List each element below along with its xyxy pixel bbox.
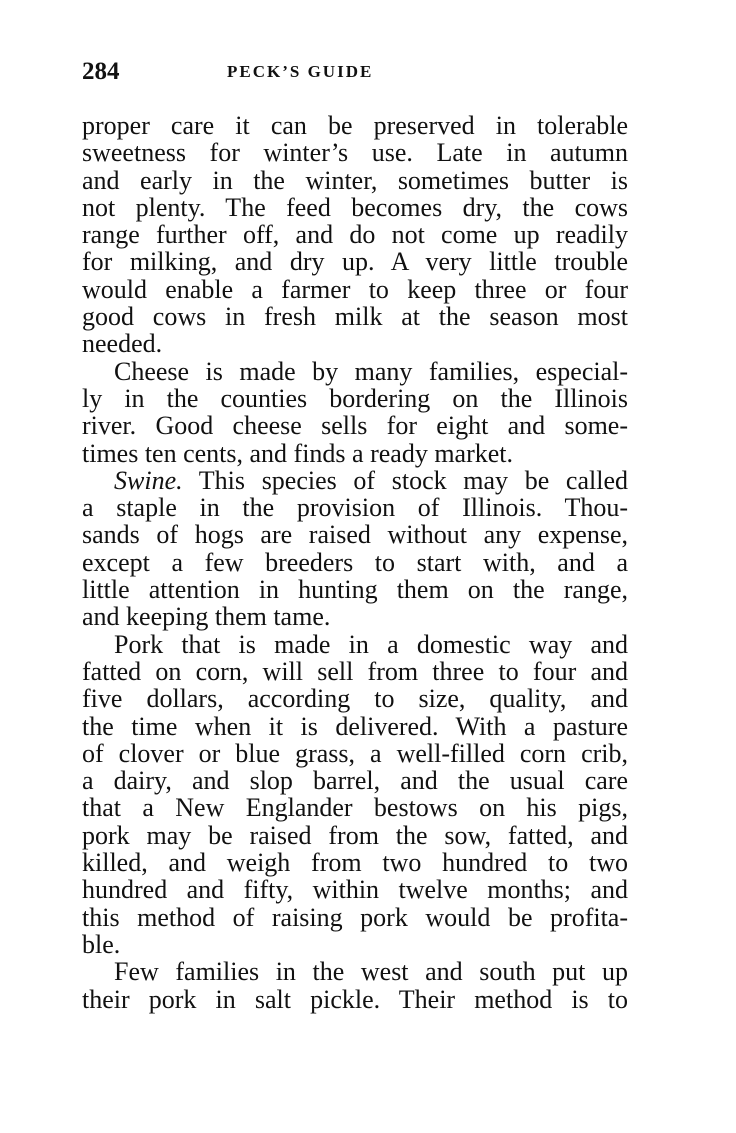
line-text: not plenty. The feed becomes dry, the cows: [82, 192, 628, 222]
text-line: [82, 631, 628, 658]
line-text: times ten cents, and finds a ready market.: [82, 438, 514, 468]
line-text: five dollars, according to size, quality, and: [82, 684, 628, 714]
text-line: [82, 330, 628, 357]
text-line: [82, 849, 628, 876]
line-text: ly in the counties bordering on the Illinois: [82, 383, 628, 413]
text-line: [82, 713, 628, 740]
text-line: [82, 549, 628, 576]
page-body: [82, 112, 628, 1013]
text-line: [82, 822, 628, 849]
line-text: sands of hogs are raised without any expense,: [82, 520, 628, 550]
text-line: [82, 221, 628, 248]
line-text: hundred and fifty, within twelve months; and: [82, 875, 628, 905]
page-header: [82, 58, 628, 88]
line-text: pork may be raised from the sow, fatted, and: [82, 820, 628, 850]
line-text: range further off, and do not come up readily: [82, 220, 628, 250]
line-text: of clover or blue grass, a well-filled corn crib,: [82, 738, 628, 768]
line-text: good cows in fresh milk at the season most: [82, 302, 628, 332]
line-text: this method of raising pork would be profita-: [82, 902, 628, 932]
text-line: [82, 112, 628, 139]
page-number: 284: [82, 58, 120, 85]
paragraph: [82, 358, 628, 467]
line-text: would enable a farmer to keep three or four: [82, 274, 628, 304]
line-text: killed, and weigh from two hundred to two: [82, 848, 628, 878]
paragraph: [82, 112, 628, 358]
text-line: [82, 794, 628, 821]
line-text: the time when it is delivered. With a pasture: [82, 711, 628, 741]
paragraph: [82, 631, 628, 959]
line-text: a dairy, and slop barrel, and the usual care: [82, 766, 628, 796]
line-text: Few families in the west and south put up: [114, 957, 628, 987]
paragraph: [82, 958, 628, 1013]
line-text: fatted on corn, will sell from three to four and: [82, 656, 628, 686]
text-line: [82, 603, 628, 630]
line-text: little attention in hunting them on the range,: [82, 575, 628, 605]
text-line: [82, 986, 628, 1013]
line-text: ble.: [82, 929, 121, 959]
line-text: that a New Englander bestows on his pigs,: [82, 793, 628, 823]
line-text: and early in the winter, sometimes butter is: [82, 165, 628, 195]
text-line: [82, 521, 628, 548]
line-text: except a few breeders to start with, and a: [82, 547, 628, 577]
text-line: [82, 876, 628, 903]
line-text: sweetness for winter’s use. Late in autumn: [82, 138, 628, 168]
running-title: PECK’S GUIDE: [227, 62, 374, 81]
line-text: Pork that is made in a domestic way and: [114, 629, 628, 659]
text-line: [82, 358, 628, 385]
paragraph: [82, 467, 628, 631]
line-text: This species of stock may be called: [182, 465, 628, 495]
text-line: [82, 440, 628, 467]
line-text: and keeping them tame.: [82, 602, 331, 632]
line-text: proper care it can be preserved in tolerable: [82, 111, 628, 140]
text-line: [82, 385, 628, 412]
text-line: [82, 740, 628, 767]
line-text: needed.: [82, 329, 163, 359]
line-text: a staple in the provision of Illinois. Thou-: [82, 493, 628, 523]
text-line: [82, 412, 628, 439]
text-line: [82, 303, 628, 330]
line-text: Cheese is made by many families, especial-: [114, 356, 628, 386]
text-line: [82, 167, 628, 194]
text-line: [82, 576, 628, 603]
text-line: [82, 248, 628, 275]
line-text: their pork in salt pickle. Their method is to: [82, 984, 628, 1014]
text-line: [82, 931, 628, 958]
text-line: [82, 658, 628, 685]
text-line: [82, 494, 628, 521]
text-line: [82, 767, 628, 794]
text-line: [82, 276, 628, 303]
text-line: [82, 904, 628, 931]
line-text: river. Good cheese sells for eight and some-: [82, 411, 628, 441]
text-line: [82, 685, 628, 712]
text-line: [82, 194, 628, 221]
text-line: [82, 139, 628, 166]
line-text: for milking, and dry up. A very little trouble: [82, 247, 628, 277]
text-line: [82, 467, 628, 494]
text-line: [82, 958, 628, 985]
italic-lead: Swine.: [114, 465, 183, 495]
